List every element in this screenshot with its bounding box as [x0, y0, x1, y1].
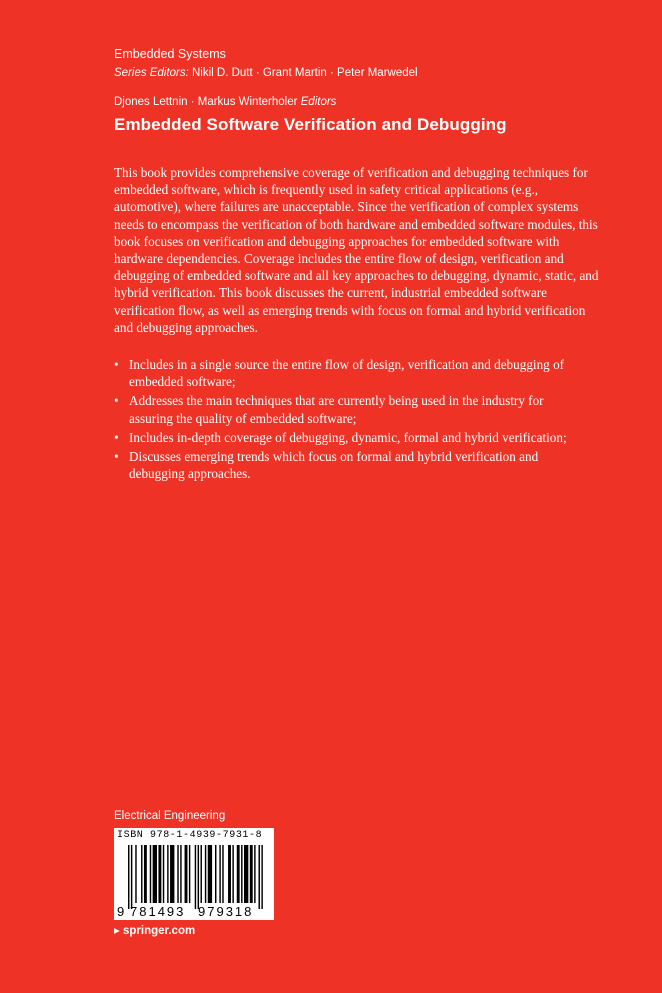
book-authors-role: Editors — [300, 96, 337, 108]
barcode-bar — [150, 845, 151, 903]
barcode-bar — [163, 845, 164, 903]
series-title: Embedded Systems — [114, 47, 226, 61]
barcode-bar — [250, 845, 253, 903]
publisher-url[interactable] — [114, 923, 195, 937]
barcode-bar — [141, 845, 142, 903]
barcode-bar — [261, 845, 262, 909]
barcode-digits-right: 979318 — [198, 904, 254, 919]
isbn-barcode — [114, 828, 274, 920]
barcode-bar — [131, 845, 132, 909]
barcode-bar — [153, 845, 157, 903]
isbn-label: ISBN 978-1-4939-7931-8 — [117, 830, 263, 841]
barcode-bar — [201, 845, 202, 903]
bullet-icon: • — [114, 357, 119, 372]
book-authors: Djones Lettnin · Markus Winterholer — [114, 96, 298, 108]
feature-item — [114, 392, 590, 426]
barcode-digit-first: 9 — [117, 904, 125, 919]
series-editors — [114, 67, 418, 79]
publisher-url-text: springer.com — [122, 925, 196, 937]
barcode-bar — [128, 845, 129, 909]
feature-text: Discusses emerging trends which focus on formal and hybrid verification and debugging approaches. — [129, 449, 539, 482]
barcode-bar — [180, 845, 181, 903]
barcode-bar — [215, 845, 216, 903]
series-editors-names: Nikil D. Dutt · Grant Martin · Peter Marwedel — [191, 67, 418, 79]
feature-item — [114, 448, 590, 482]
barcode-bar — [205, 845, 206, 903]
barcode-bar — [177, 845, 178, 903]
barcode-bar — [228, 845, 231, 903]
bullet-icon: • — [114, 449, 119, 465]
subject-category: Electrical Engineering — [114, 810, 226, 822]
barcode-bar — [135, 845, 136, 903]
book-title: Embedded Software Verification and Debugging — [114, 115, 507, 134]
barcode-bar — [185, 845, 188, 903]
feature-text: Addresses the main techniques that are currently being used in the industry for assuring the quality of embedded software; — [129, 393, 544, 426]
feature-list — [114, 356, 590, 484]
barcode-bar — [208, 845, 212, 903]
barcode-bar — [144, 845, 147, 903]
barcode-bar — [167, 845, 168, 903]
series-editors-label: Series Editors: — [114, 67, 189, 79]
feature-text: Includes in a single source the entire flow of design, verification and debugging of embedded software; — [129, 357, 565, 390]
arrow-icon: ▸ — [114, 925, 120, 937]
barcode-bar — [198, 845, 199, 909]
barcode-bar — [241, 845, 242, 903]
barcode-bar — [195, 845, 196, 909]
feature-item — [114, 429, 590, 446]
barcode-bar — [189, 845, 190, 903]
feature-text: Includes in-depth coverage of debugging, dynamic, formal and hybrid verification; — [129, 429, 567, 445]
book-editors — [114, 96, 336, 108]
feature-item — [114, 356, 590, 390]
barcode-bar — [259, 845, 260, 909]
barcode-bar — [222, 845, 223, 903]
barcode-bar — [232, 845, 233, 903]
barcode-bar — [219, 845, 220, 903]
barcode-digits-left: 781493 — [130, 904, 186, 919]
barcode-graphic — [114, 828, 274, 920]
barcode-bar — [244, 845, 248, 903]
barcode-bar — [158, 845, 161, 903]
barcode-bars — [128, 845, 263, 909]
bullet-icon: • — [114, 429, 119, 445]
book-description: This book provides comprehensive coverage of verification and debugging techniques for embedded software, which is frequently used in safety critical applications (e.g., automotive), where failures are unacceptable. Since the verification of complex systems needs to encompass the verification of both hardware and embedded software modules, this book focuses on verification and debugging approaches for embedded software with hardware dependencies. Coverage includes the entire flow of design, verification and debugging of embedded software and all key approaches to debugging, dynamic, static, and hybrid verification. This book discusses the current, industrial embedded software verification flow, as well as emerging trends with focus on formal and hybrid verification and debugging approaches. — [114, 165, 599, 335]
barcode-bar — [170, 845, 174, 903]
bullet-icon: • — [114, 393, 119, 409]
barcode-bar — [254, 845, 255, 903]
barcode-bar — [237, 845, 240, 903]
